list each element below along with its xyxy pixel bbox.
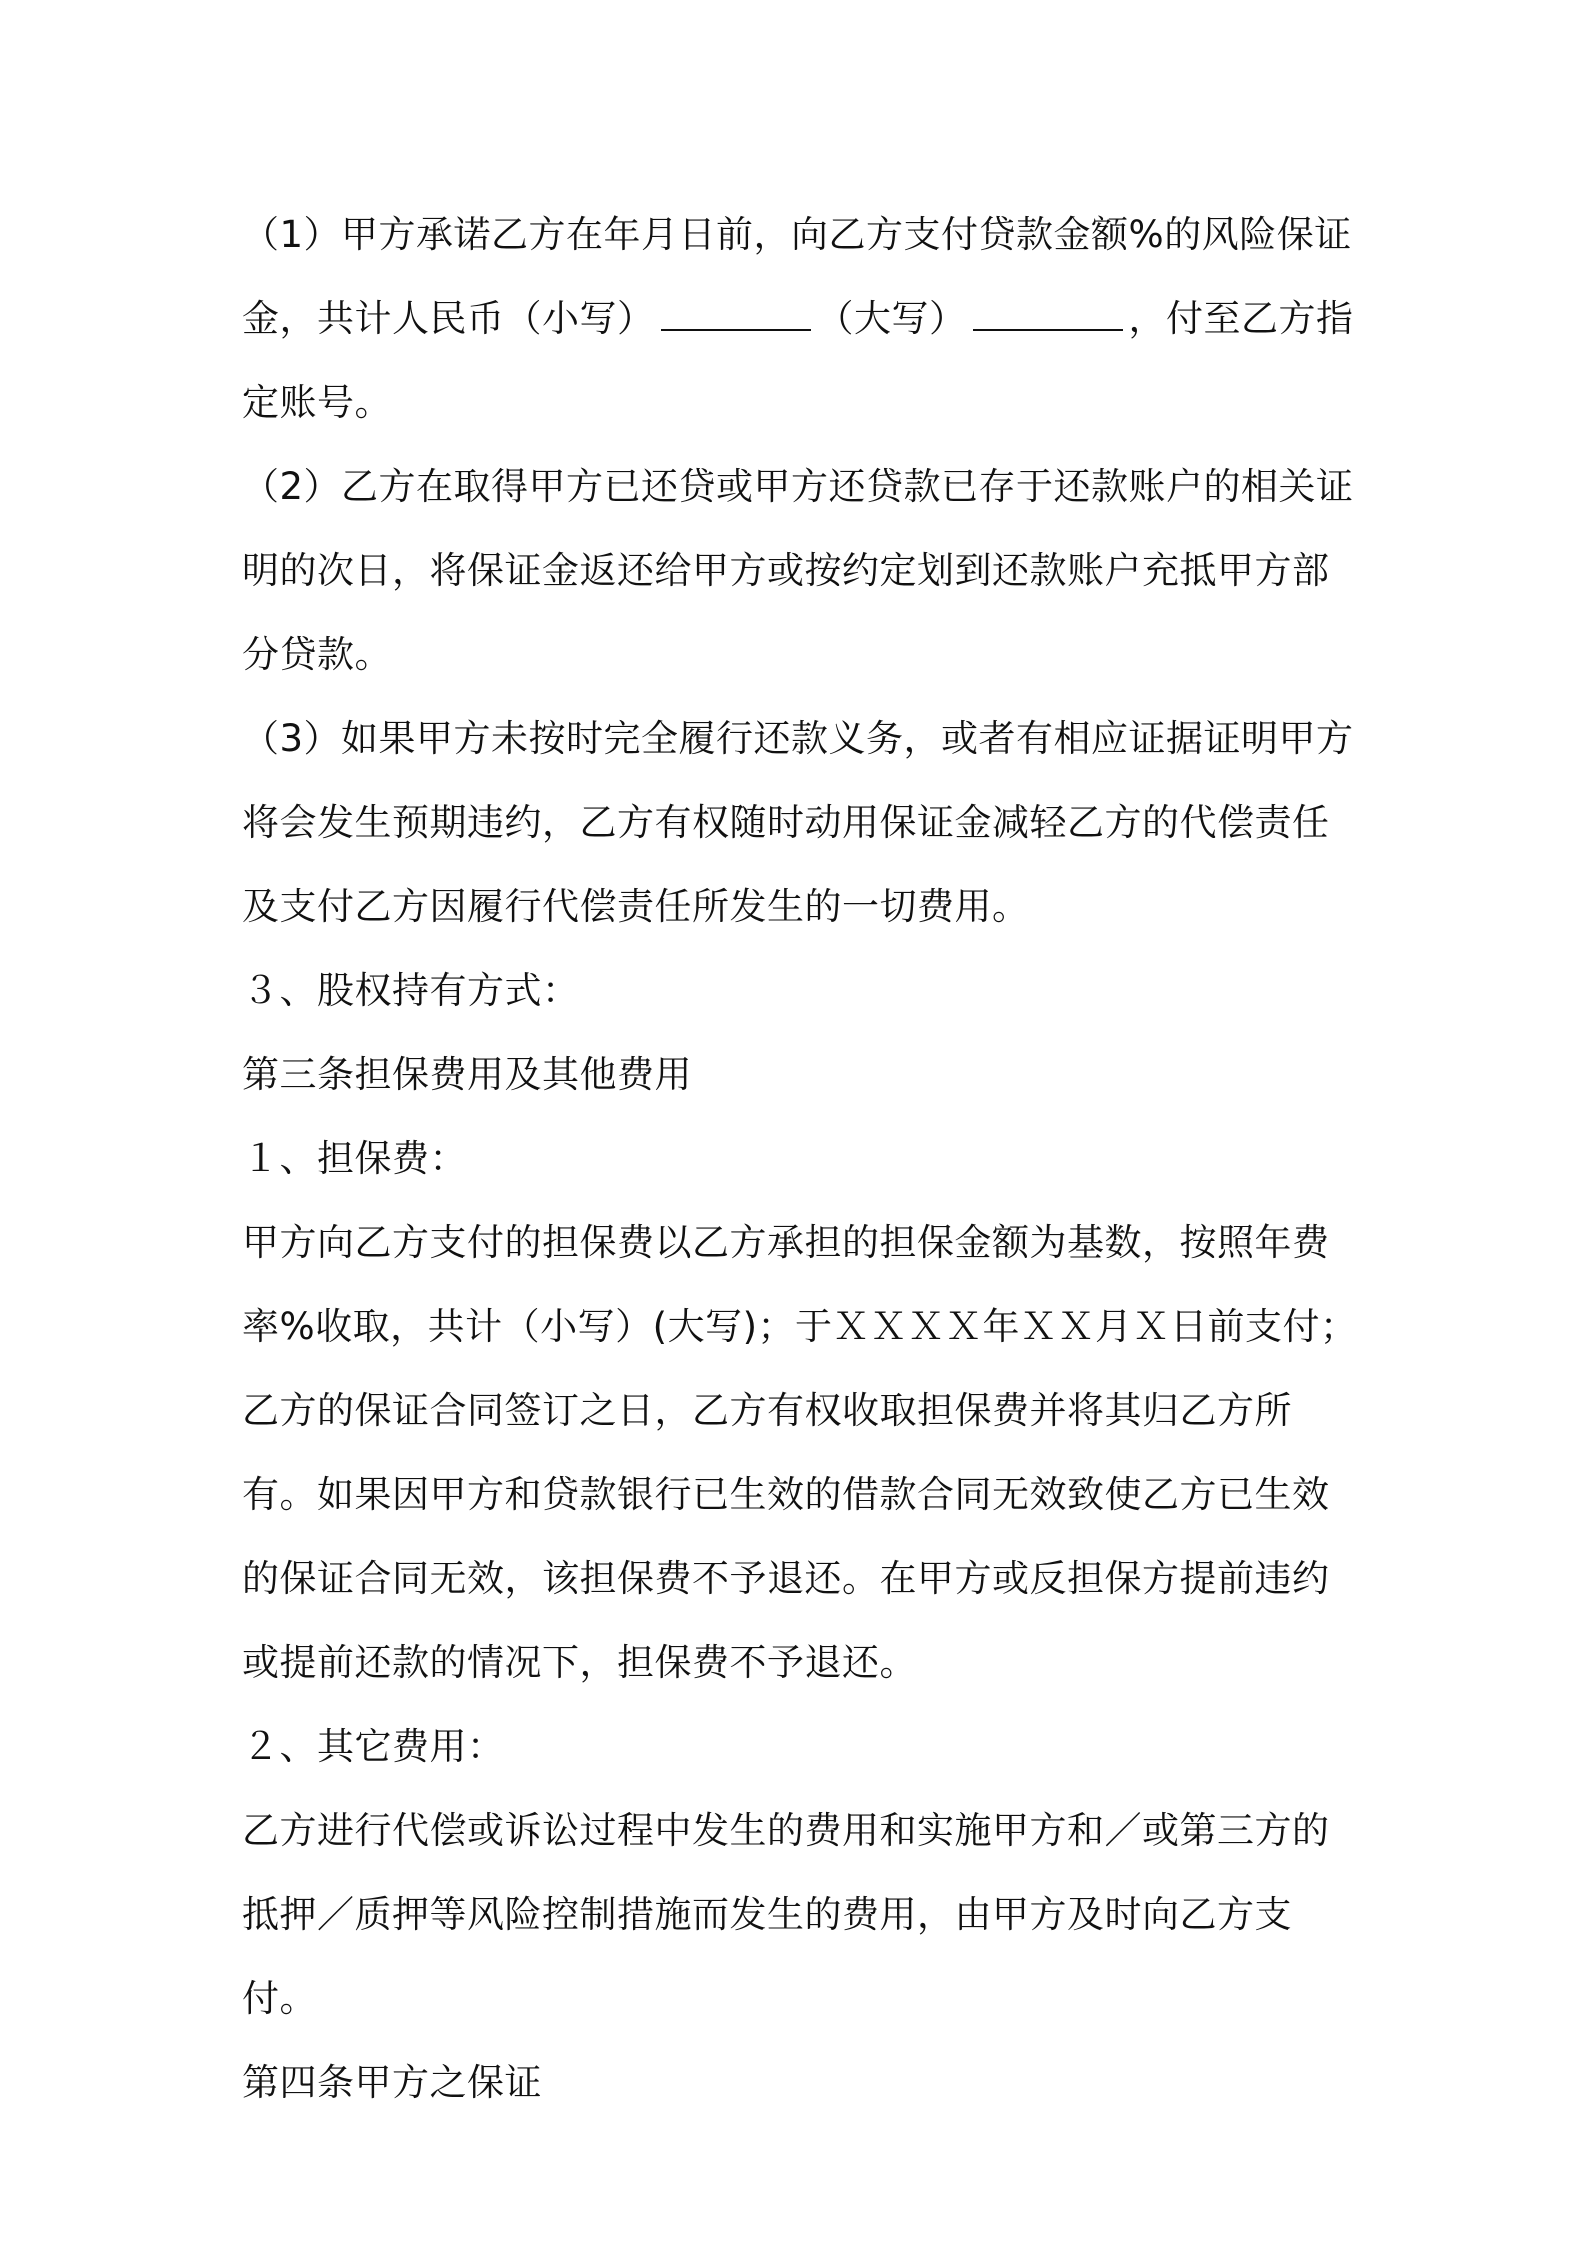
paragraph-guarantee-fee-heading: １、担保费： <box>242 1137 467 1180</box>
section-heading-article-4: 第四条甲方之保证 <box>242 2061 542 2104</box>
uppercase-label: （大写） <box>816 297 967 340</box>
paragraph-other-fees-heading: ２、其它费用： <box>242 1725 505 1768</box>
paragraph-other-fees: 乙方进行代偿或诉讼过程中发生的费用和实施甲方和／或第三方的抵押／质押等风险控制措施而发生的费用，由甲方及时向乙方支付。 <box>242 1809 1330 2020</box>
section-heading-article-3: 第三条担保费用及其他费用 <box>242 1053 692 1096</box>
paragraph-deposit-return: （2）乙方在取得甲方已还贷或甲方还贷款已存于还款账户的相关证明的次日，将保证金返还给甲方或按约定划到还款账户充抵甲方部分贷款。 <box>242 465 1354 676</box>
amount-uppercase-blank <box>973 291 1123 331</box>
deposit-commitment-text: （1）甲方承诺乙方在年月日前，向乙方支付贷款金额%的风险保证金，共计人民币（小写） <box>242 213 1352 340</box>
paragraph-guarantee-fee: 甲方向乙方支付的担保费以乙方承担的担保金额为基数，按照年费率%收取，共计（小写）(大写)；于ＸＸＸＸ年ＸＸ月Ｘ日前支付；乙方的保证合同签订之日，乙方有权收取担保费并将其归乙方所有。如果因甲方和贷款银行已生效的借款合同无效致使乙方已生效的保证合同无效，该担保费不予退还。在甲方或反担保方提前违约或提前还款的情况下，担保费不予退还。 <box>242 1221 1358 1684</box>
document-body <box>242 193 1362 2125</box>
paragraph-deposit-use: （3）如果甲方未按时完全履行还款义务，或者有相应证据证明甲方将会发生预期违约，乙方有权随时动用保证金减轻乙方的代偿责任及支付乙方因履行代偿责任所发生的一切费用。 <box>242 717 1354 928</box>
paragraph-equity-holding: ３、股权持有方式： <box>242 969 580 1012</box>
deposit-account-text: ，付至乙方指定账号。 <box>242 297 1354 424</box>
paragraph-deposit-commitment <box>242 193 1362 445</box>
amount-lowercase-blank <box>661 291 811 331</box>
